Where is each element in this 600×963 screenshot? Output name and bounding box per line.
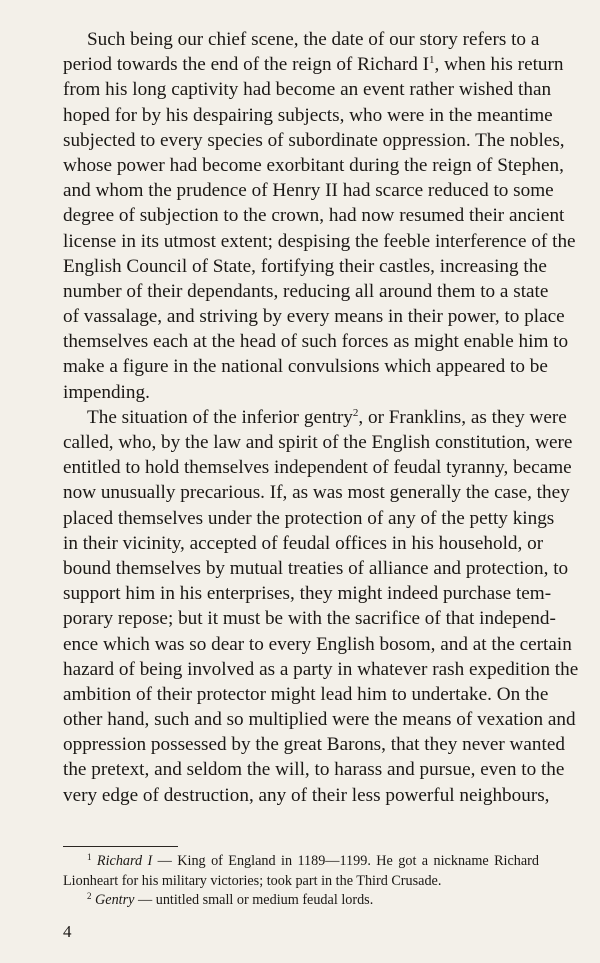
text-line: period towards the end of the reign of Richard $I^1$, when his return: [63, 54, 564, 76]
text-line: oppression possessed by the great Barons, that they never wanted: [63, 734, 565, 756]
text-line: of vassalage, and striving by every means in their power, to place: [63, 306, 565, 328]
paragraph-1: [63, 27, 576, 405]
paragraph-2: [63, 405, 579, 808]
text-line: support him in his enterprises, they might indeed purchase tem-: [63, 583, 552, 605]
footnote-term: Gentry: [95, 892, 135, 908]
text-line: license in its utmost extent; despising the feeble interference of the: [63, 230, 576, 252]
text-line: now unusually precarious. If, as was most generally the case, they: [63, 482, 570, 504]
text-line: porary repose; but it must be with the sacrifice of that independ-: [63, 608, 556, 630]
text-line: The situation of the inferior gentry$^2$, or Franklins, as they were: [87, 406, 567, 428]
text-line: the pretext, and seldom the will, to harass and pursue, even to the: [63, 759, 565, 781]
text-line: whose power had become exorbitant during the reign of Stephen,: [63, 154, 564, 176]
text-line: entitled to hold themselves independent of feudal tyranny, became: [63, 457, 572, 479]
text-line: called, who, by the law and spirit of the English constitution, were: [63, 432, 573, 453]
footnote-ref-2[interactable]: 2: [352, 406, 359, 419]
footnote-1: $^1$ Richard I — King of England in 1189—1199. He got a nickname Richard: [87, 852, 539, 869]
text-line: other hand, such and so multiplied were the means of vexation and: [63, 709, 576, 731]
text-line: hoped for by his despairing subjects, who were in the meantime: [63, 104, 553, 126]
footnote-mark: 1: [87, 852, 92, 862]
text-line: number of their dependants, reducing all around them to a state: [63, 280, 549, 302]
text-line: from his long captivity had become an event rather wished than: [63, 79, 552, 101]
text-line: impending.: [63, 381, 150, 403]
text-line: themselves each at the head of such forces as might enable him to: [63, 331, 569, 353]
text-line: placed themselves under the protection of any of the petty kings: [63, 507, 555, 529]
page-number: 4: [63, 922, 72, 941]
text-line: subjected to every species of subordinate oppression. The nobles,: [63, 129, 565, 151]
text-line: ambition of their protector might lead him to undertake. On the: [63, 683, 549, 705]
text-line: bound themselves by mutual treaties of alliance and protection, to: [63, 557, 569, 579]
text-line: make a figure in the national convulsions which appeared to be: [63, 356, 548, 378]
text-line: hazard of being involved as a party in whatever rash expedition the: [63, 658, 579, 680]
body-text: [63, 27, 579, 808]
text-line: very edge of destruction, any of their less powerful neighbours,: [63, 784, 550, 806]
footnote-2: $^2$ Gentry — untitled small or medium feudal lords.: [87, 891, 374, 908]
text-line: and whom the prudence of Henry II had scarce reduced to some: [63, 180, 554, 202]
text-line: Such being our chief scene, the date of our story refers to a: [87, 29, 540, 50]
text-line: ence which was so dear to every English bosom, and at the certain: [63, 633, 572, 655]
footnotes: [63, 852, 539, 911]
text-line: degree of subjection to the crown, had now resumed their ancient: [63, 205, 565, 227]
footnote-ref-1[interactable]: 1: [429, 54, 435, 67]
footnote-mark: 2: [87, 891, 92, 901]
text-line: English Council of State, fortifying their castles, increasing the: [63, 255, 547, 277]
footnote-divider: [63, 846, 178, 847]
text-line: in their vicinity, accepted of feudal offices in his household, or: [63, 532, 544, 554]
footnote-1-continued: Lionheart for his military victories; took part in the Third Crusade.: [63, 872, 442, 889]
footnote-term: Richard I: [96, 853, 153, 869]
